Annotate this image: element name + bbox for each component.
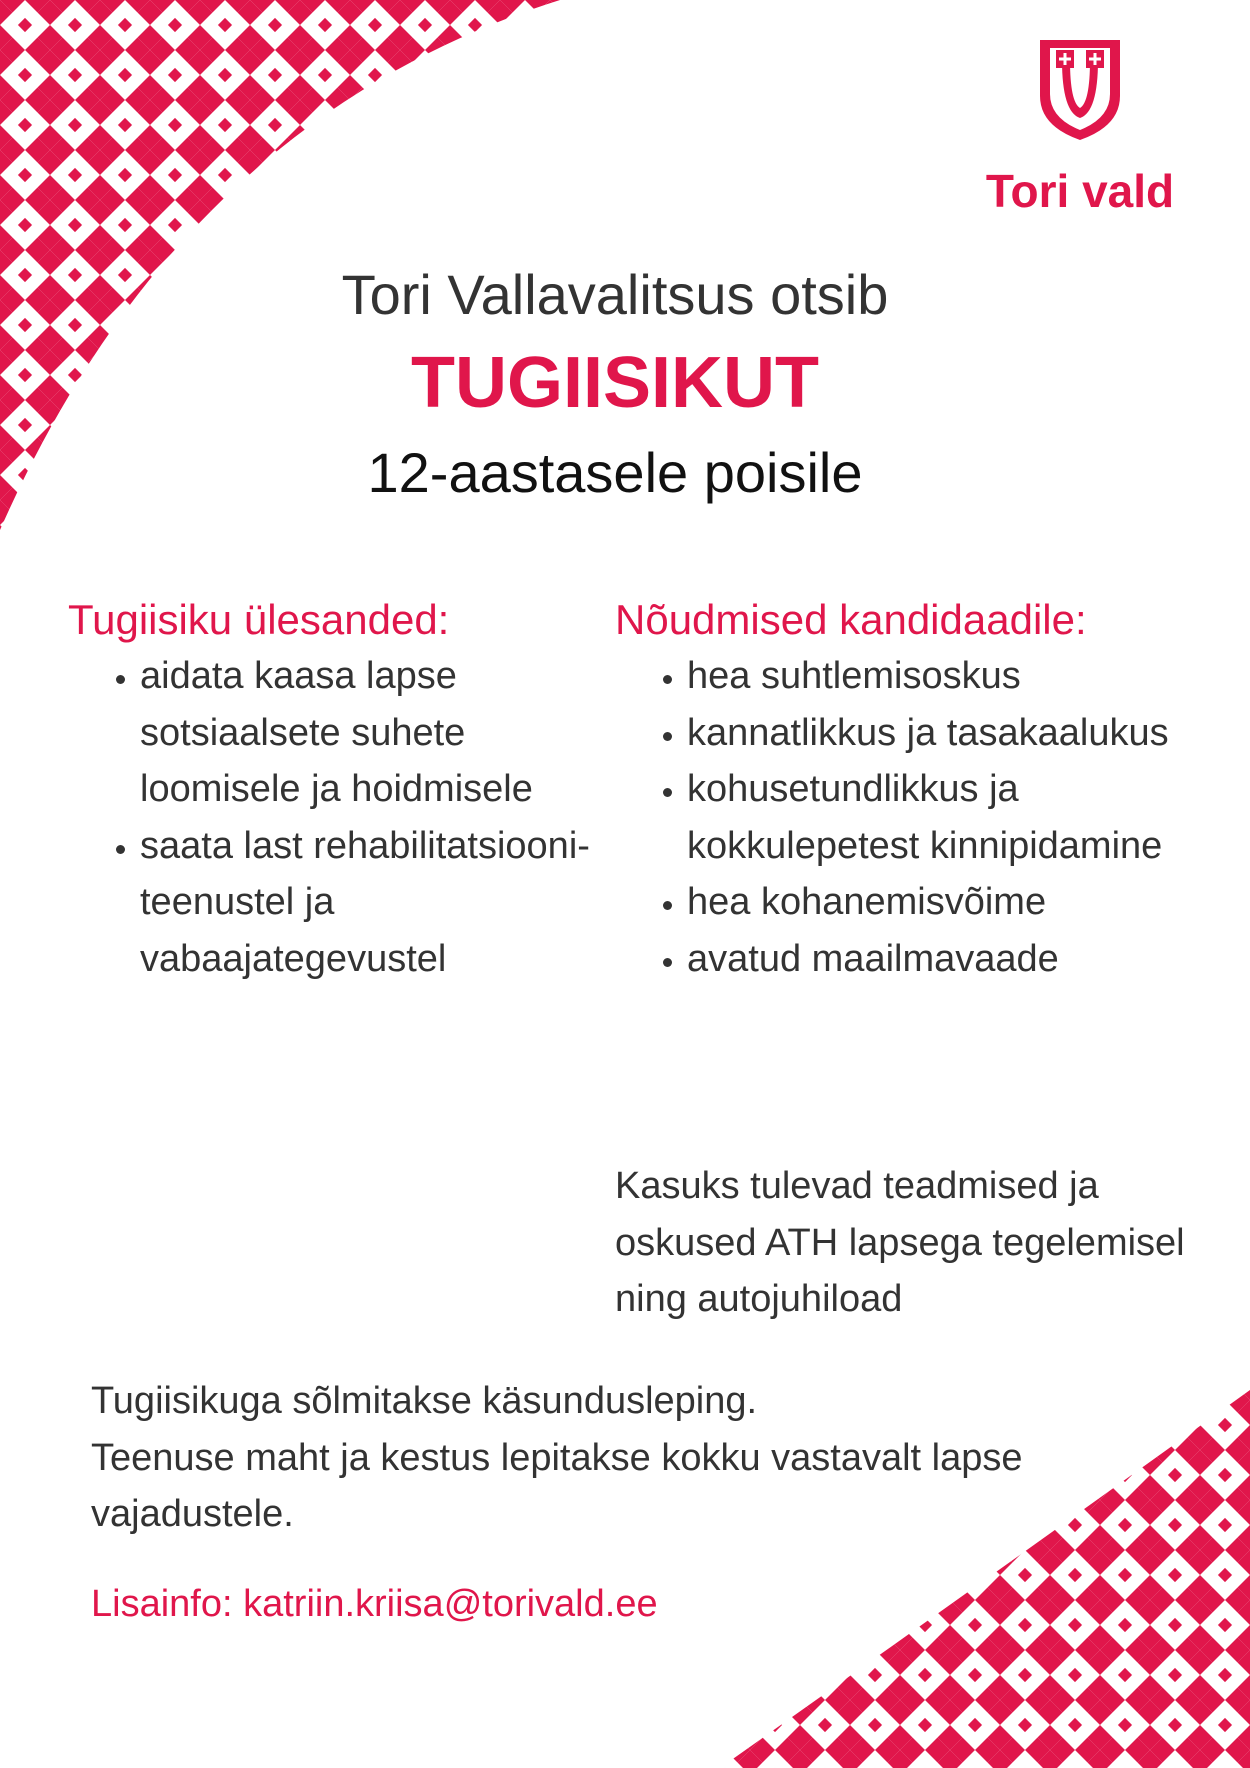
list-item: • kohusetundlikkus ja kokkulepetest kinnipidamine	[687, 761, 1215, 874]
list-item: • aidata kaasa lapse sotsiaalsete suhete loomisele ja hoidmisele	[140, 648, 598, 818]
service-line: Teenuse maht ja kestus lepitakse kokku vastavalt lapse vajadustele.	[91, 1436, 1023, 1535]
brand-name: Tori vald	[985, 165, 1175, 217]
list-item: • kannatlikkus ja tasakaalukus	[687, 705, 1215, 762]
heading-tail: 12-aastasele poisile	[367, 441, 863, 504]
heading-main: TUGIISIKUT	[411, 343, 819, 423]
heading-subtitle: Tori Vallavalitsus otsib	[341, 263, 889, 326]
list-item: • avatud maailmavaade	[687, 931, 1215, 988]
requirements-title: Nõudmised kandidaadile:	[615, 596, 1087, 643]
requirements-list	[615, 648, 1215, 987]
contract-line: Tugiisikuga sõlmitakse käsundusleping.	[91, 1380, 758, 1422]
logo	[960, 38, 1200, 218]
list-item: • hea kohanemisvõime	[687, 874, 1215, 931]
coat-of-arms-icon	[1038, 38, 1122, 142]
duties-section	[68, 592, 598, 987]
requirements-section	[615, 592, 1215, 987]
list-item: • hea suhtlemisoskus	[687, 648, 1215, 705]
contract-note	[91, 1373, 1171, 1543]
duties-list	[68, 648, 598, 987]
duties-title: Tugiisiku ülesanded:	[68, 596, 450, 643]
list-item: • saata last rehabilitatsiooni-teenustel ja vabaajategevustel	[140, 818, 598, 988]
contact-info[interactable]: Lisainfo: katriin.kriisa@torivald.ee	[91, 1583, 658, 1625]
bonus-note: Kasuks tulevad teadmised ja oskused ATH lapsega tegelemisel ning autojuhiload	[615, 1165, 1185, 1320]
